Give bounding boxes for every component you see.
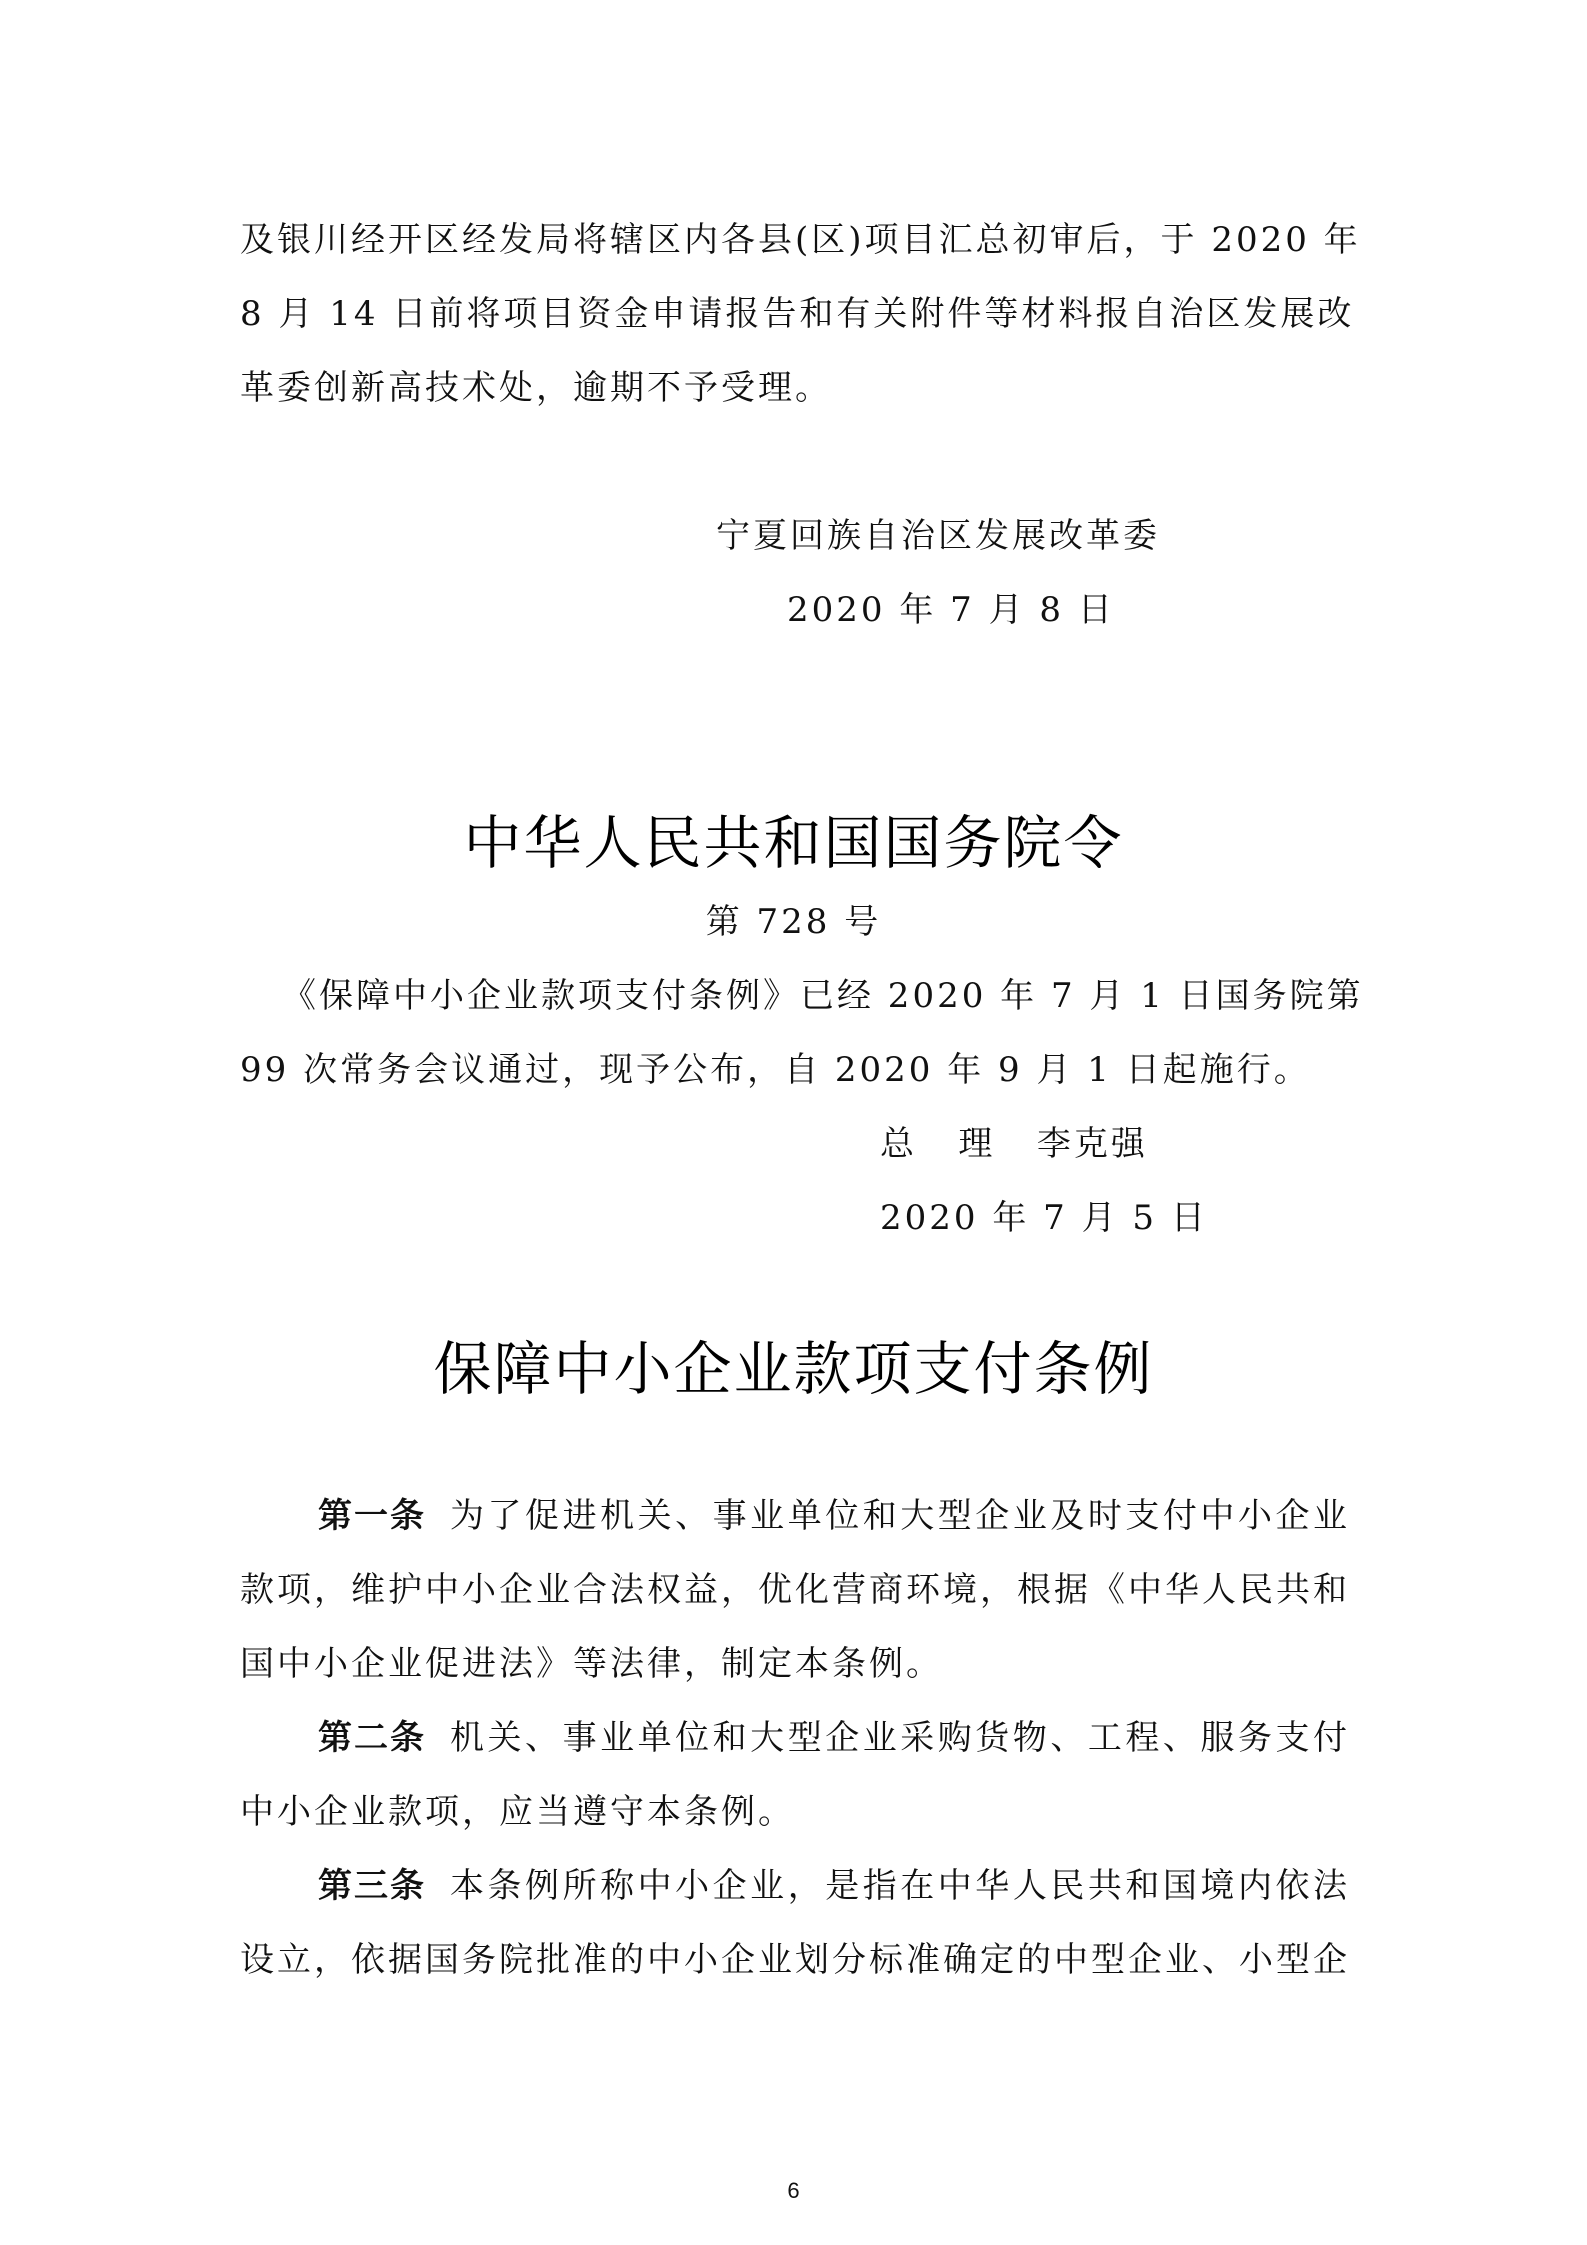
- article-3-heading: 第三条: [318, 1866, 426, 1906]
- article-1-text-3: 国中小企业促进法》等法律，制定本条例。: [240, 1644, 943, 1684]
- decree-title: 中华人民共和国国务院令: [463, 809, 1124, 877]
- article-2-first-line: [318, 1718, 1350, 1758]
- article-2-text-2: 中小企业款项，应当遵守本条例。: [240, 1792, 795, 1832]
- article-2-heading: 第二条: [318, 1718, 426, 1758]
- decree-line-1: 《保障中小企业款项支付条例》已经 2020 年 7 月 1 日国务院第: [282, 976, 1364, 1016]
- decree-line-2: 99 次常务会议通过，现予公布，自 2020 年 9 月 1 日起施行。: [240, 1050, 1311, 1090]
- article-3-text-1: 本条例所称中小企业，是指在中华人民共和国境内依法: [450, 1866, 1350, 1906]
- regulation-title: 保障中小企业款项支付条例: [433, 1335, 1154, 1403]
- page-number: 6: [787, 2178, 800, 2203]
- signature-organization: 宁夏回族自治区发展改革委: [716, 516, 1160, 556]
- notice-line-3: 革委创新高技术处，逾期不予受理。: [240, 368, 832, 408]
- article-3-text-2: 设立，依据国务院批准的中小企业划分标准确定的中型企业、小型企: [240, 1940, 1350, 1980]
- article-1-first-line: [318, 1496, 1350, 1536]
- decree-date: 2020 年 7 月 5 日: [880, 1198, 1208, 1238]
- article-1-text-2: 款项，维护中小企业合法权益，优化营商环境，根据《中华人民共和: [240, 1570, 1350, 1610]
- article-1-heading: 第一条: [318, 1496, 426, 1536]
- notice-line-2: 8 月 14 日前将项目资金申请报告和有关附件等材料报自治区发展改: [240, 294, 1355, 334]
- notice-line-1: 及银川经开区经发局将辖区内各县(区)项目汇总初审后，于 2020 年: [240, 220, 1361, 260]
- article-3-first-line: [318, 1866, 1350, 1906]
- decree-signer: 总 理 李克强: [880, 1124, 1148, 1164]
- decree-number: 第 728 号: [705, 902, 882, 942]
- signature-date: 2020 年 7 月 8 日: [787, 590, 1115, 630]
- article-2-text-1: 机关、事业单位和大型企业采购货物、工程、服务支付: [450, 1718, 1350, 1758]
- article-1-text-1: 为了促进机关、事业单位和大型企业及时支付中小企业: [450, 1496, 1350, 1536]
